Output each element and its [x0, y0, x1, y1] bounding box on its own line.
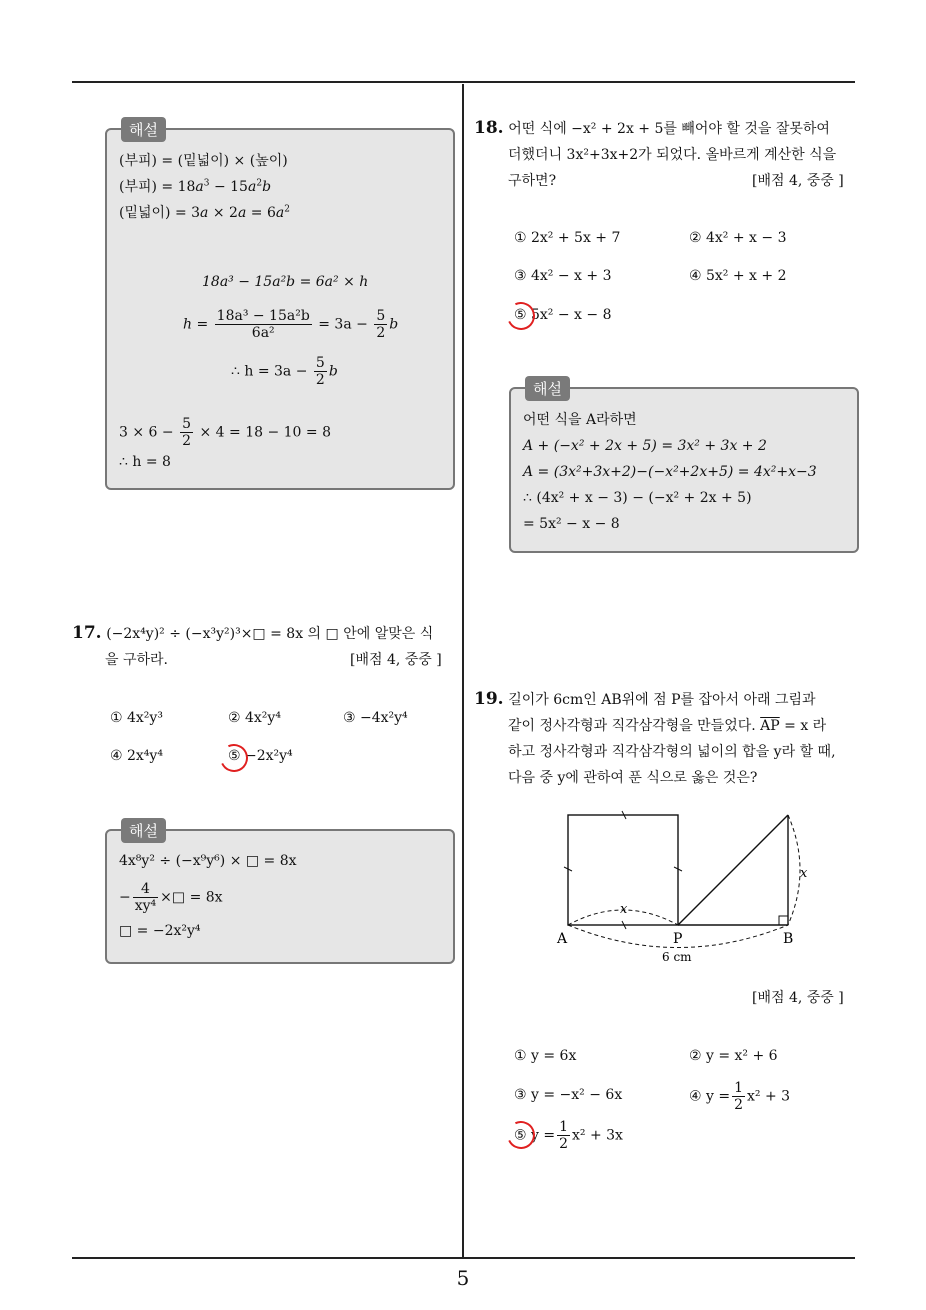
solution-line: A + (−x² + 2x + 5) = 3x² + 3x + 2 — [523, 438, 767, 454]
solution-line: (밑넓이) = $3a \times 2a = 6a^2$ — [119, 204, 290, 221]
x-label-side: x — [800, 866, 808, 881]
question-18 — [474, 115, 830, 142]
solution-box-16 — [105, 121, 455, 490]
option-1[interactable]: ① 4x²y³ — [110, 710, 163, 726]
answer-mark-circle — [503, 298, 539, 334]
solution-line: (부피) = $18a^3 - 15a^2b$ — [119, 178, 272, 195]
option-3[interactable]: ③ −4x²y⁴ — [343, 710, 408, 726]
option-1[interactable]: ① 2x² + 5x + 7 — [514, 230, 621, 246]
question-text: 구하면? — [508, 173, 557, 189]
bottom-rule — [72, 1257, 855, 1259]
option-5[interactable]: ⑤ y = $\frac{1}{2}$ x² + 3x — [514, 1119, 623, 1152]
question-number: 17. — [72, 623, 102, 643]
x-label-base: x — [620, 902, 628, 917]
equation: ∴ h = 3a − $\frac{5}{2}$ b — [231, 355, 338, 388]
question-text: 다음 중 y에 관하여 푼 식으로 옳은 것은? — [508, 770, 758, 786]
length-label: 6 cm — [662, 950, 692, 964]
option-2[interactable]: ② 4x²y⁴ — [228, 710, 281, 726]
option-2[interactable]: ② y = x² + 6 — [689, 1048, 778, 1064]
option-4[interactable]: ④ 2x⁴y⁴ — [110, 748, 163, 764]
solution-line: □ = −2x²y⁴ — [119, 923, 201, 939]
point-a-label: A — [557, 931, 568, 947]
option-5[interactable]: ⑤ 5x² − x − 8 — [514, 307, 612, 323]
solution-line: ∴ (4x² + x − 3) − (−x² + 2x + 5) — [523, 490, 752, 506]
question-number: 19. — [474, 689, 504, 709]
question-text: 더했더니 3x²+3x+2가 되었다. 올바르게 계산한 식을 — [508, 147, 837, 163]
solution-tag: 해설 — [121, 818, 166, 843]
equation: h = $\frac{\text{18a³ − 15a²b}}{\text{6a²}}$ = 3a − $\frac{5}{2}$ b — [183, 308, 399, 341]
option-3[interactable]: ③ 4x² − x + 3 — [514, 268, 612, 284]
option-2[interactable]: ② 4x² + x − 3 — [689, 230, 787, 246]
equation: 3 × 6 − $\frac{5}{2}$ × 4 = 18 − 10 = 8 — [119, 416, 331, 449]
option-3[interactable]: ③ y = −x² − 6x — [514, 1087, 623, 1103]
point-b-label: B — [783, 931, 794, 947]
solution-line: A = (3x²+3x+2)−(−x²+2x+5) = 4x²+x−3 — [523, 464, 817, 480]
solution-line: (부피) = (밑넓이) × (높이) — [119, 153, 288, 169]
question-number: 18. — [474, 118, 504, 138]
solution-tag: 해설 — [121, 117, 166, 142]
solution-box-17 — [105, 822, 455, 964]
score-label: [배점 4, 중중 ] — [752, 173, 844, 189]
question-text: 같이 정사각형과 직각삼각형을 만들었다. $\overline{AP} = x$ 라 — [508, 718, 827, 734]
question-17 — [72, 620, 457, 647]
option-4[interactable]: ④ 5x² + x + 2 — [689, 268, 787, 284]
option-5[interactable]: ⑤ −2x²y⁴ — [228, 748, 293, 764]
question-text: 하고 정사각형과 직각삼각형의 넓이의 합을 y라 할 때, — [508, 744, 836, 760]
question-text: 어떤 식에 −x² + 2x + 5를 빼어야 할 것을 잘못하여 — [508, 121, 830, 137]
question-text: (−2x⁴y)² ÷ (−x³y²)³×□ = 8x 의 □ 안에 알맞은 식 — [106, 626, 434, 642]
question-text: 을 구하라. — [105, 652, 168, 668]
equation: 18a³ − 15a²b = 6a² × h — [202, 274, 369, 290]
score-label: [배점 4, 중중 ] — [752, 990, 844, 1006]
solution-line: = 5x² − x − 8 — [523, 516, 620, 532]
equation: ∴ h = 8 — [119, 454, 171, 470]
score-label: [배점 4, 중중 ] — [350, 652, 442, 668]
option-4[interactable]: ④ y = $\frac{1}{2}$ x² + 3 — [689, 1080, 791, 1113]
page-number: 5 — [456, 1266, 470, 1290]
solution-line: − $\frac{4}{\text{xy⁴}}$ ×□ = 8x — [119, 881, 223, 914]
point-p-label: P — [673, 931, 683, 947]
answer-mark-circle — [216, 740, 252, 776]
top-rule — [72, 81, 855, 83]
solution-line: 4x⁸y² ÷ (−x⁹y⁶) × □ = 8x — [119, 853, 297, 869]
solution-line: 어떤 식을 A라하면 — [523, 412, 637, 428]
solution-tag: 해설 — [525, 376, 570, 401]
option-1[interactable]: ① y = 6x — [514, 1048, 577, 1064]
solution-box-18 — [509, 380, 859, 553]
geometry-figure — [550, 805, 820, 965]
column-divider — [462, 84, 464, 1258]
question-text: 길이가 6cm인 AB위에 점 P를 잡아서 아래 그림과 — [508, 692, 816, 708]
question-19 — [474, 686, 816, 713]
